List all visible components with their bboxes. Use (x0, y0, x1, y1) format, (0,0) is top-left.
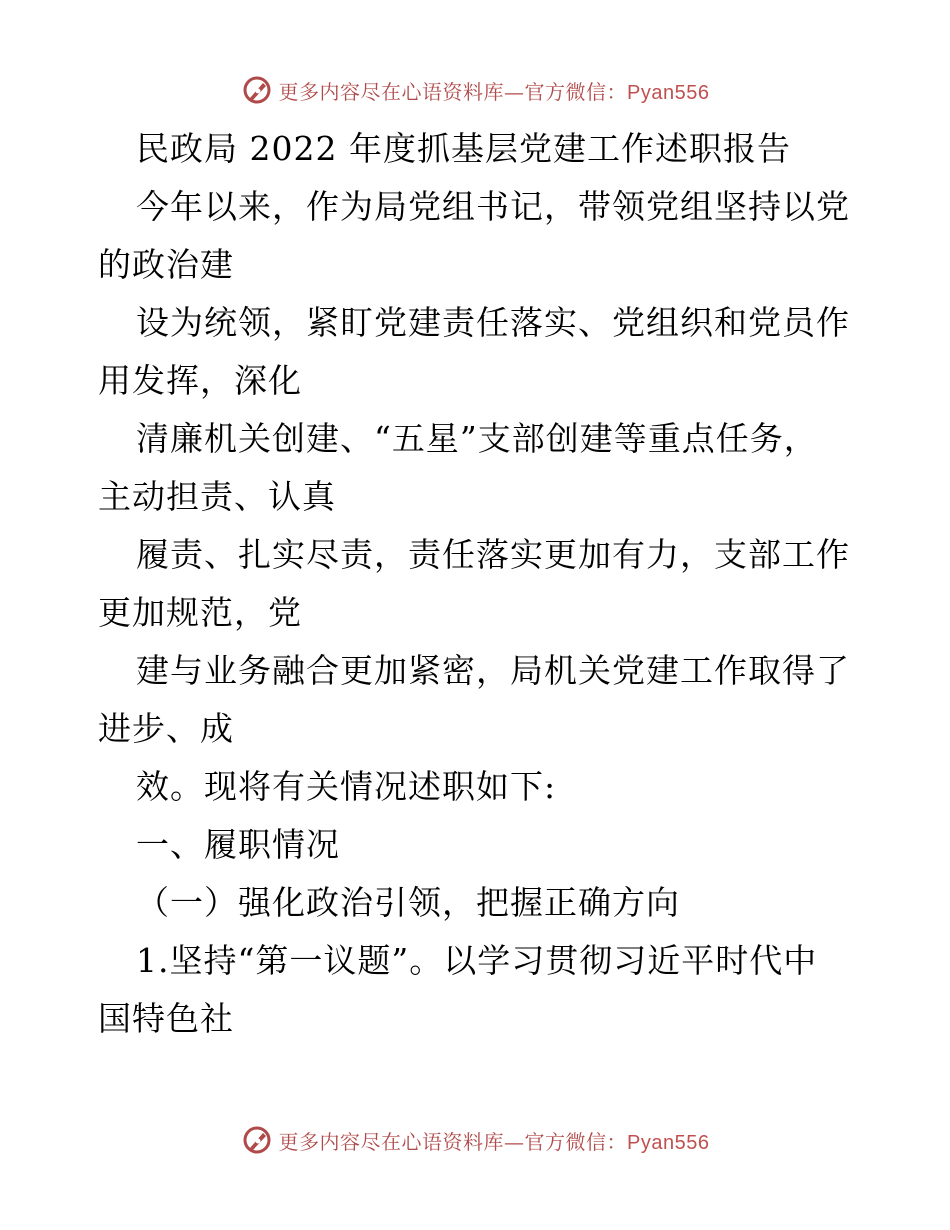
paragraph-line: 履责、扎实尽责，责任落实更加有力，支部工作 (136, 535, 850, 574)
paragraph-line: 的政治建 (98, 245, 234, 284)
paragraph-line: 清廉机关创建、“五星”支部创建等重点任务， (136, 419, 818, 458)
footer-watermark-text: 更多内容尽在心语资料库—官方微信：Pyan556 (278, 1129, 710, 1154)
paragraph-line: 设为统领，紧盯党建责任落实、党组织和党员作 (136, 303, 850, 342)
paragraph-line: 用发挥，深化 (98, 361, 302, 400)
header-watermark (0, 70, 950, 110)
header-watermark-inner (241, 74, 710, 106)
pen-circle-logo-icon (241, 1124, 273, 1156)
paragraph-line: 更加规范，党 (98, 593, 302, 632)
paragraph-line: 建与业务融合更加紧密，局机关党建工作取得了 (136, 651, 850, 690)
section-heading: 一、履职情况 (136, 825, 340, 864)
paragraph-line: 效。现将有关情况述职如下: (136, 767, 557, 806)
paragraph-line: 主动担责、认真 (98, 477, 336, 516)
paragraph-line: 1.坚持“第一议题”。以学习贯彻习近平时代中 (136, 941, 818, 980)
footer-watermark-inner (241, 1124, 710, 1156)
pen-circle-logo-icon (241, 74, 273, 106)
document-title: 民政局 2022 年度抓基层党建工作述职报告 (136, 129, 791, 168)
paragraph-line: 国特色社 (98, 999, 234, 1038)
footer-watermark (0, 1120, 950, 1160)
paragraph-line: 今年以来，作为局党组书记，带领党组坚持以党 (136, 187, 850, 226)
header-watermark-text: 更多内容尽在心语资料库—官方微信：Pyan556 (278, 79, 710, 104)
subsection-heading: （一）强化政治引领，把握正确方向 (136, 883, 680, 922)
document-body (98, 120, 858, 1048)
paragraph-line: 进步、成 (98, 709, 234, 748)
